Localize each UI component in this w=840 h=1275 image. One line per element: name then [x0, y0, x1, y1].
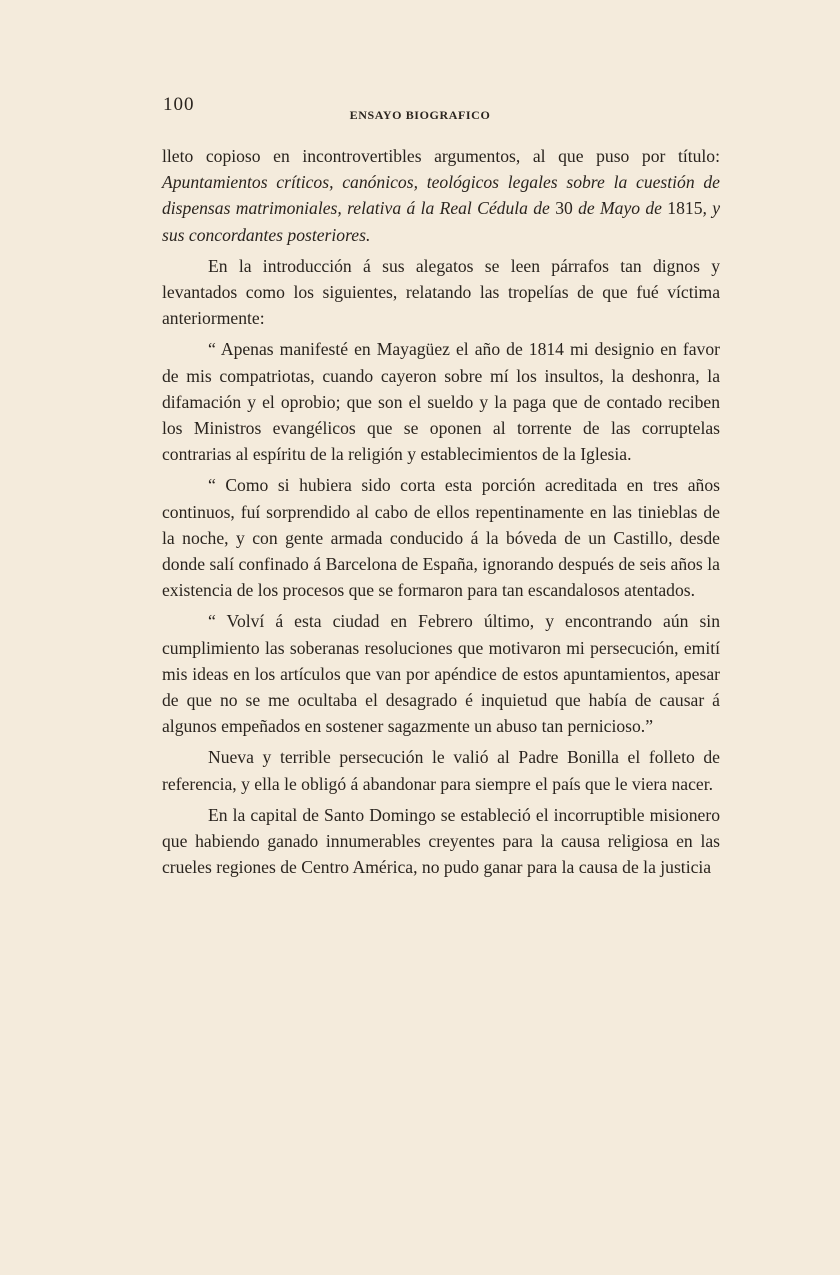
paragraph-title-citation [162, 143, 720, 248]
paragraph-quote-3: “ Volví á esta ciudad en Febrero último, y encontrando aún sin cumplimiento las soberanas resoluciones que motivaron mi persecución, emití mis ideas en los artículos que van por apéndice de estos apuntamientos, apesar de que no se me ocultaba el desagrado é inquietud que había de causar á algunos empeñados en sostener sagazmente un abuso tan pernicioso.” [162, 611, 720, 737]
work-title-part-2: de Mayo de [572, 198, 668, 219]
page-body [162, 143, 720, 880]
paragraph-introduction: En la introducción á sus alegatos se leen párrafos tan dignos y levantados como los siguientes, relatando las tropelías de que fué víctima anteriormente: [162, 255, 720, 329]
work-title-year: 1815 [667, 198, 703, 219]
page-number: 100 [163, 94, 195, 115]
work-title-part-1: Apuntamientos críticos, canónicos, teológicos legales sobre la cuestión de dispensas matrimoniales, relativa á la Real Cédula de [162, 172, 720, 219]
paragraph-quote-1: “ Apenas manifesté en Mayagüez el año de 1814 mi designio en favor de mis compatriotas, cuando cayeron sobre mí los insultos, la deshonra, la difamación y el oprobio; que son el sueldo y la paga que de contado reciben los Ministros evangélicos que se oponen al torrente de las corruptelas contrarias al espíritu de la religión y establecimientos de la Iglesia. [162, 339, 720, 465]
paragraph-quote-2: “ Como si hubiera sido corta esta porción acreditada en tres años continuos, fuí sorprendido al cabo de ellos repentinamente en las tinieblas de la noche, y con gente armada conducido á la bóveda de un Castillo, desde donde salí confinado á Barcelona de España, ignorando después de seis años la existencia de los procesos que se formaron para tan escandalosos atentados. [162, 475, 720, 601]
work-title-day: 30 [555, 198, 573, 219]
work-title [162, 172, 720, 244]
paragraph-persecution: Nueva y terrible persecución le valió al Padre Bonilla el folleto de referencia, y ella le obligó á abandonar para siempre el país que le viera nacer. [162, 747, 720, 794]
paragraph-intro-text: lleto copioso en incontrovertibles argumentos, al que puso por título: [162, 146, 720, 166]
paragraph-santo-domingo: En la capital de Santo Domingo se estableció el incorruptible misionero que habiendo ganado innumerables creyentes para la causa religiosa en las crueles regiones de Centro América, no pudo ganar para la causa de la justicia [162, 804, 720, 878]
work-title-part-3: , y sus concordantes posteriores. [162, 198, 721, 245]
running-title: ENSAYO BIOGRAFICO [349, 108, 491, 122]
